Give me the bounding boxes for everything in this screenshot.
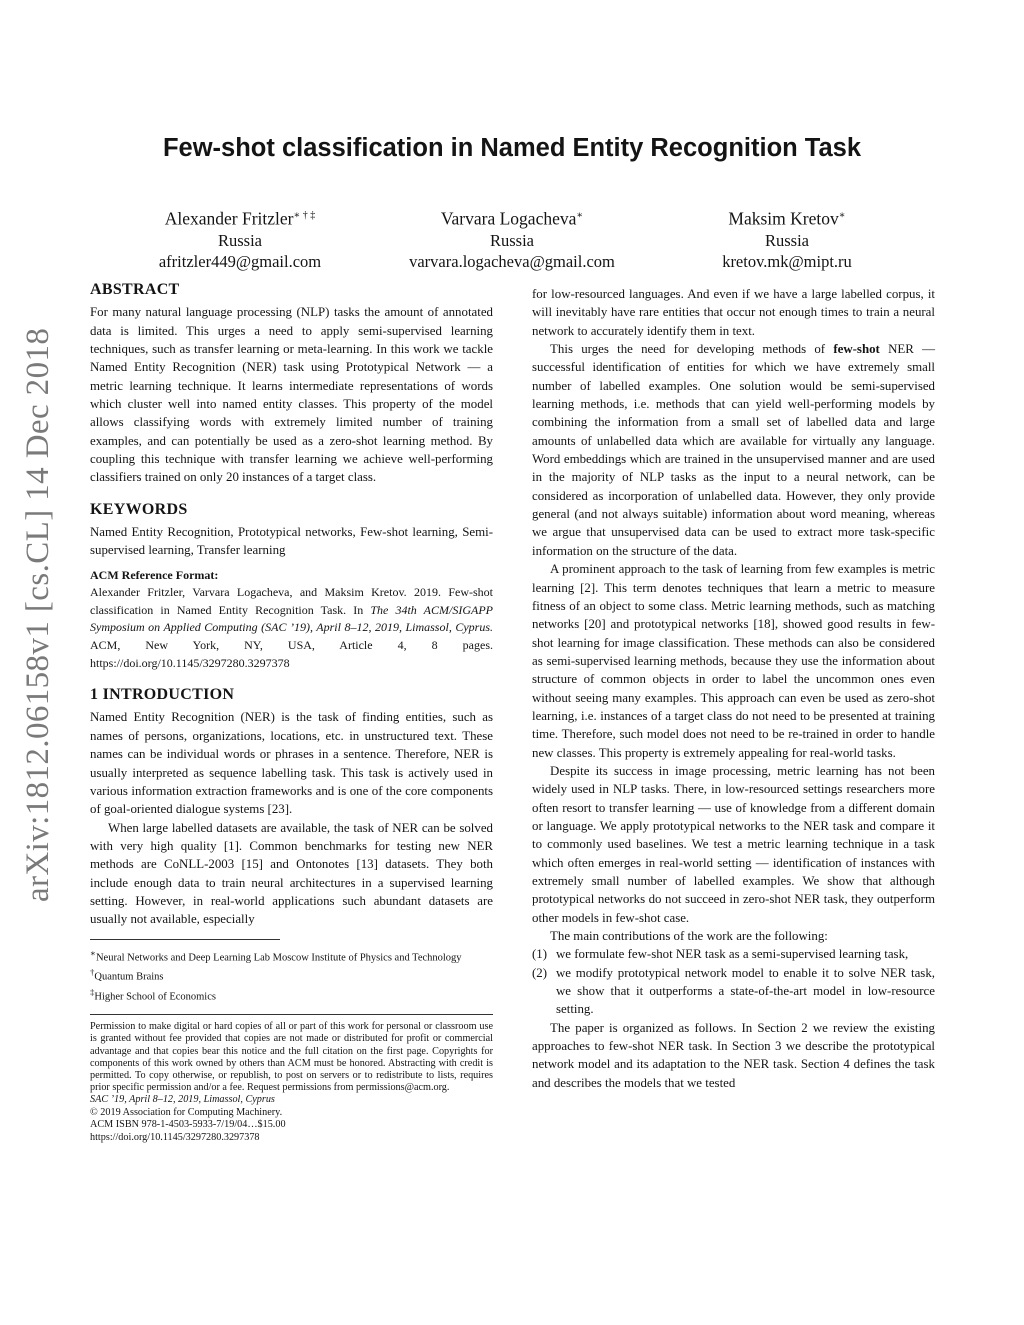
keywords-heading: KEYWORDS (90, 500, 188, 518)
author-block-3 (637, 205, 937, 272)
author-name: Varvara Logacheva (440, 208, 577, 229)
intro-paragraph-2: When large labelled datasets are available, the task of NER can be solved with very high quality [1]. Common benchmarks for testing new NER methods are CoNLL-2003 [15] and Ontonotes [13] datasets. They both include enough data to train neural architectures in a supervised learning setting. However, in real-world applications such abundant datasets are usually not available, especially (90, 820, 493, 927)
author-name: Maksim Kretov (728, 208, 839, 229)
introduction-heading: 1 INTRODUCTION (90, 686, 235, 704)
intro-paragraph-continued: for low-resourced languages. And even if we have a large labelled corpus, it will inevitably have rare entities that occur not enough times to train a neural network to accurately identify them in text. (532, 287, 935, 338)
intro-paragraph-contributions: The main contributions of the work are the following: (550, 929, 828, 944)
intro-paragraph-organization: The paper is organized as follows. In Section 2 we review the existing approaches to few-shot NER task. In Section 3 we describe the prototypical network model and its adaptation to the NER task. Section 4 defines the task and describes the models that we tested (532, 1020, 935, 1090)
author-email: kretov.mk@mipt.ru (722, 251, 852, 271)
left-column (90, 281, 493, 1144)
doi-link[interactable]: https://doi.org/10.1145/3297280.3297378 (90, 1131, 260, 1143)
copyright-line: © 2019 Association for Computing Machinery. (90, 1106, 283, 1118)
author-block-1 (90, 205, 390, 272)
contributions-list (532, 945, 935, 1018)
author-email: varvara.logacheva@gmail.com (409, 251, 615, 271)
intro-paragraph-fewshot: This urges the need for developing methods of few-shot NER — successful identification of entities for which we have extremely small number of labelled examples. One solution would be semi-supervised learning methods, i.e. methods that can yield well-performing models by combining the information from a small set of labelled data and large amounts of unlabelled data which are available for virtually any language. Word embeddings which are trained in the unsupervised manner and are used in the majority of NLP tasks as the input to a neural network, can be considered as incorporation of unlabelled data. However, they only provide general (and not always suitable) information about word meaning, whereas we argue that unsupervised data can be used to extract more task-specific information on the structure of the data. (532, 342, 935, 558)
permission-divider (90, 1014, 493, 1015)
author-country: Russia (217, 230, 262, 250)
permission-notice: Permission to make digital or hard copies of all or part of this work for personal or classroom use is granted without fee provided that copies are not made or distributed for profit or commercial advantage and that copies bear this notice and the full citation on the first page. Copyrights for components of this work owned by others than ACM must be honored. Abstracting with credit is permitted. To copy otherwise, or republish, to post on servers or to redistribute to lists, requires prior specific permission and/or a fee. Request permissions from permissions@acm.org. (90, 1021, 493, 1094)
author-block-2 (362, 205, 662, 272)
right-column (532, 285, 935, 1092)
author-marks: ∗ (576, 210, 584, 221)
acm-reference-heading: ACM Reference Format: (90, 567, 219, 582)
abstract-text: For many natural language processing (NLP) tasks the amount of annotated data is limited. This urges a need to apply semi-supervised learning techniques, such as transfer learning or meta-learning. In this work we tackle Named Entity Recognition (NER) task using Prototypical Network — a metric learning technique. It learns intermediate representations of words which cluster well into named entity classes. This property of the model allows classifying words with extremely limited number of training examples, and can potentially be used as a zero-shot learning method. By coupling this technique with transfer learning we achieve well-performing classifiers trained on only 20 instances of a target class. (90, 305, 493, 485)
intro-paragraph-1: Named Entity Recognition (NER) is the task of finding entities, such as names of persons, organizations, locations, etc. in unstructured text. These names can be individual words or phrases in a sentence. Therefore, NER is usually interpreted as sequence labelling task. This task is actively used in various information extraction frameworks and is one of the core components of goal-oriented dialogue systems [23]. (90, 710, 493, 817)
author-marks: ∗ (838, 210, 846, 221)
footnote: †Quantum Brains (90, 967, 164, 983)
author-country: Russia (489, 230, 534, 250)
abstract-heading: ABSTRACT (90, 281, 180, 298)
isbn-line: ACM ISBN 978-1-4503-5933-7/19/04…$15.00 (90, 1119, 286, 1131)
acm-reference-text: Alexander Fritzler, Varvara Logacheva, and Maksim Kretov. 2019. Few-shot classification in Named Entity Recognition Task. In The 34th ACM/SIGAPP Symposium on Applied Computing (SAC ’19), April 8–12, 2019, Limassol, Cyprus. ACM, New York, NY, USA, Article 4, 8 pages. https://doi.org/10.1145/3297280.3297378 (90, 585, 493, 670)
list-item: (2) we modify prototypical network model to enable it to solve NER task, we show that it outperforms a state-of-the-art model in low-resource setting. (532, 965, 935, 1017)
conference-line: SAC ’19, April 8–12, 2019, Limassol, Cyprus (90, 1094, 275, 1106)
author-country: Russia (764, 230, 809, 250)
author-marks: ∗ † ‡ (293, 210, 316, 221)
arxiv-identifier: arXiv:1812.06158v1 [cs.CL] 14 Dec 2018 (20, 327, 56, 902)
list-item: (1) we formulate few-shot NER task as a semi-supervised learning task, (532, 947, 909, 962)
paper-title: Few-shot classification in Named Entity Recognition Task (162, 134, 862, 162)
intro-paragraph-success: Despite its success in image processing, metric learning has not been widely used in NLP tasks. There, in low-resourced settings researchers more often resort to transfer learning — use of knowledge from a different domain or language. We apply prototypical networks to the NER task and compare it to commonly used baselines. We test a metric learning technique in a task which often emerges in real-world setting — identification of instances with extremely small number of labelled examples. We show that although prototypical networks do not succeed in zero-shot NER task, they outperform other models in few-shot case. (532, 763, 935, 925)
author-name: Alexander Fritzler (164, 208, 294, 229)
footnote-divider (90, 939, 280, 940)
intro-paragraph-metric: A prominent approach to the task of learning from few examples is metric learning [2]. This term denotes techniques that learn a metric to measure fitness of an object to some class. Metric learning methods, such as matching networks [20] and prototypical networks [18], showed good results in few-shot learning for image classification. These methods can also be considered as semi-supervised learning methods, because they use the information about structure of common objects in order to label the uncommon ones even without seeing many examples. This approach can even be used as zero-shot learning, i.e. instances of a target class do not need to be presented at training time. Therefore, such model does not need to be re-trained in order to handle new classes. This property is extremely appealing for real-world tasks. (532, 562, 935, 760)
footnote: ∗Neural Networks and Deep Learning Lab Moscow Institute of Physics and Technology (90, 947, 462, 964)
author-email: afritzler449@gmail.com (158, 251, 322, 271)
keywords-text: Named Entity Recognition, Prototypical networks, Few-shot learning, Semi-supervised learning, Transfer learning (90, 525, 493, 558)
footnote: ‡Higher School of Economics (90, 986, 216, 1003)
